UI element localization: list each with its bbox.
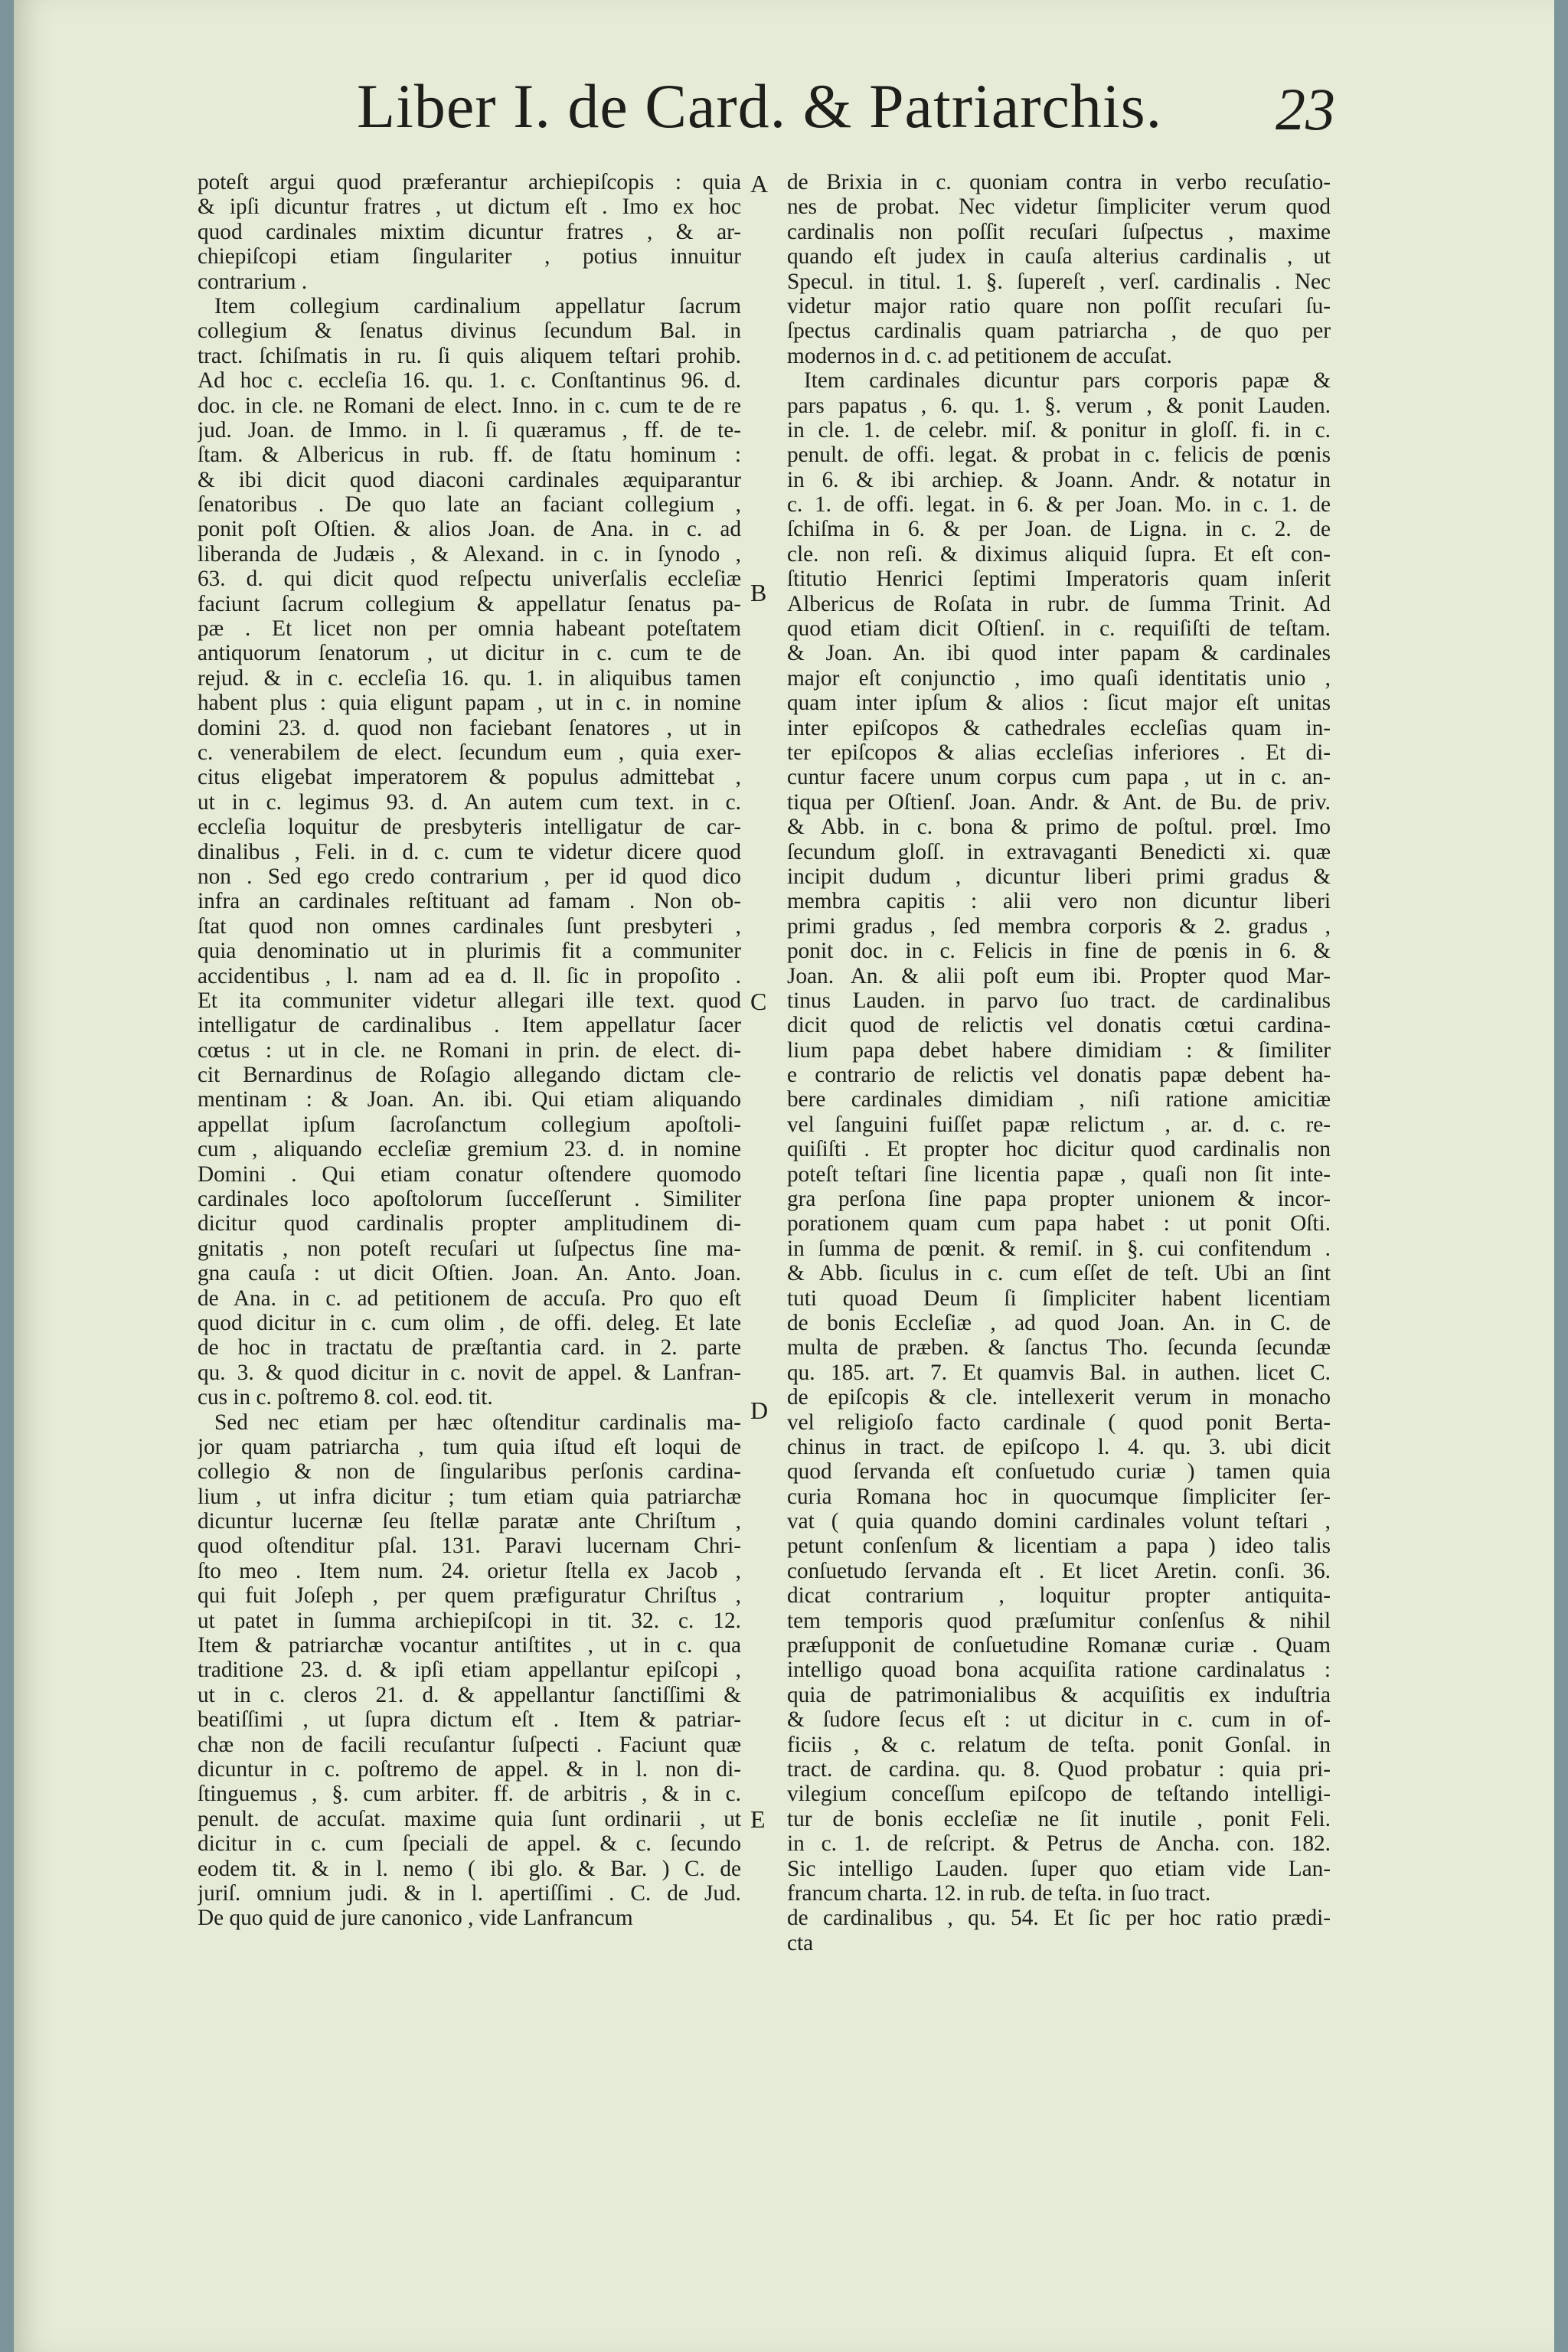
text-line: ſtam. & Albericus in rub. ff. de ſtatu hominum : bbox=[198, 443, 741, 468]
text-line: quod cardinales mixtim dicuntur fratres , & ar- bbox=[198, 219, 741, 244]
text-line: vilegium conceſſum epiſcopo de teſtando intelligi- bbox=[787, 1782, 1331, 1807]
text-line: e contrario de relictis vel donatis papæ debent ha- bbox=[787, 1063, 1331, 1088]
text-line: in 6. & ibi archiep. & Joann. Andr. & notatur in bbox=[787, 467, 1331, 492]
text-line: ſecundum gloſſ. in extravaganti Benedicti xi. quæ bbox=[787, 839, 1331, 864]
text-line: ſchiſma in 6. & per Joan. de Ligna. in c. 2. de bbox=[787, 517, 1331, 542]
text-line: quod etiam dicit Oſtienſ. in c. requiſiſti de teſtam. bbox=[787, 616, 1331, 642]
text-line: cardinalis non poſſit recuſari ſuſpectus , maxime bbox=[787, 219, 1331, 244]
text-line: chiepiſcopi etiam ſingulariter , potius innuitur bbox=[198, 244, 741, 270]
text-line: de Brixia in c. quoniam contra in verbo recuſatio- bbox=[787, 170, 1331, 194]
text-line: tiqua per Oſtienſ. Joan. Andr. & Ant. de Bu. de priv. bbox=[787, 789, 1331, 815]
text-line: domini 23. d. quod non faciebant ſenatores , ut in bbox=[198, 715, 741, 740]
text-line: vel ſanguini fuiſſet papæ relictum , ar. d. c. re- bbox=[787, 1112, 1331, 1137]
text-line: c. 1. de offi. legat. in 6. & per Joan. Mo. in c. 1. de bbox=[787, 492, 1331, 518]
text-line: rejud. & in c. eccleſia 16. qu. 1. in aliquibus tamen bbox=[198, 665, 741, 691]
text-line: ut in c. legimus 93. d. An autem cum text. in c. bbox=[198, 789, 741, 815]
text-line: cta bbox=[787, 1930, 814, 1955]
text-line: jud. Joan. de Immo. in l. ſi quæramus , ff. de te- bbox=[198, 417, 741, 443]
text-line: de Ana. in c. ad petitionem de accuſa. Pro quo eſt bbox=[198, 1285, 741, 1311]
left-column bbox=[198, 170, 741, 1931]
text-line: Item & patriarchæ vocantur antiſtites , ut in c. qua bbox=[198, 1633, 741, 1658]
text-line: poteſt teſtari ſine licentia papæ , quaſi non ſit inte- bbox=[787, 1161, 1331, 1187]
text-line: Specul. in titul. 1. §. ſupereſt , verſ. cardinalis . Nec bbox=[787, 269, 1331, 294]
text-line: cum , aliquando eccleſiæ gremium 23. d. in nomine bbox=[198, 1137, 741, 1162]
text-line: ſtitutio Henrici ſeptimi Imperatoris quam inſerit bbox=[787, 567, 1331, 592]
text-line: dicuntur lucernæ ſeu ſtellæ paratæ ante Chriſtum , bbox=[198, 1509, 741, 1534]
text-line: collegium & ſenatus divinus ſecundum Bal. in bbox=[198, 318, 741, 344]
text-line: in c. 1. de reſcript. & Petrus de Ancha. con. 182. bbox=[787, 1831, 1331, 1857]
text-line: de cardinalibus , qu. 54. Et ſic per hoc ratio prædi- bbox=[787, 1906, 1331, 1931]
text-line: chæ non de facili recuſantur ſuſpecti . Faciunt quæ bbox=[198, 1732, 741, 1757]
text-line: ter epiſcopos & alias eccleſias inferiores . Et di- bbox=[787, 740, 1331, 765]
text-line: porationem quam cum papa habet : ut ponit Oſti. bbox=[787, 1211, 1331, 1236]
text-line: ſpectus cardinalis quam patriarcha , de quo per bbox=[787, 318, 1331, 344]
text-line: ſtat quod non omnes cardinales ſunt presbyteri , bbox=[198, 913, 741, 939]
text-line: cus in c. poſtremo 8. col. eod. tit. bbox=[198, 1385, 493, 1410]
text-line: Item collegium cardinalium appellatur ſacrum bbox=[214, 293, 741, 318]
text-line: quod ſervanda eſt conſuetudo curiæ ) tamen quia bbox=[787, 1459, 1331, 1485]
text-line: Albericus de Roſata in rubr. de ſumma Trinit. Ad bbox=[787, 591, 1331, 616]
text-line: pæ . Et licet non per omnia habeant poteſtatem bbox=[198, 616, 741, 642]
text-line: appellat ipſum ſacroſanctum collegium apoſtoli- bbox=[198, 1112, 741, 1137]
text-line: & ibi dicit quod diaconi cardinales æquiparantur bbox=[198, 467, 741, 492]
text-line: quando eſt judex in cauſa alterius cardinalis , ut bbox=[787, 244, 1331, 270]
text-line: tinus Lauden. in parvo ſuo tract. de cardinalibus bbox=[787, 988, 1331, 1013]
text-line: cœtus : ut in cle. ne Romani in prin. de elect. di- bbox=[198, 1037, 741, 1063]
text-line: gnitatis , non poteſt recuſari ut ſuſpectus ſine ma- bbox=[198, 1236, 741, 1261]
text-line: dicitur quod cardinalis propter amplitudinem di- bbox=[198, 1211, 741, 1236]
text-line: dicat contrarium , loquitur propter antiquita- bbox=[787, 1583, 1331, 1609]
margin-marker-b: B bbox=[750, 579, 767, 606]
right-column bbox=[787, 170, 1331, 1955]
text-line: intelligatur de cardinalibus . Item appellatur ſacer bbox=[198, 1013, 741, 1038]
text-line: tur de bonis eccleſiæ ne ſit inutile , ponit Feli. bbox=[787, 1806, 1331, 1831]
text-line: faciunt ſacrum collegium & appellatur ſenatus pa- bbox=[198, 591, 741, 616]
text-line: & Abb. in c. bona & primo de poſtul. prœl. Imo bbox=[787, 815, 1331, 840]
text-line: Domini . Qui etiam conatur oſtendere quomodo bbox=[198, 1161, 741, 1187]
text-line: ut patet in ſumma archiepiſcopi in tit. 32. c. 12. bbox=[198, 1608, 741, 1633]
text-line: quia denominatio ut in plurimis fit a communiter bbox=[198, 939, 741, 964]
text-line: petunt conſenſum & licentiam a papa ) ideo talis bbox=[787, 1534, 1331, 1559]
text-line: quia de patrimonialibus & acquiſitis ex induſtria bbox=[787, 1682, 1331, 1707]
text-line: conſuetudo ſervanda eſt . Et licet Aretin. conſi. 36. bbox=[787, 1558, 1331, 1583]
text-line: bere cardinales dimidiam , niſi ratione amicitiæ bbox=[787, 1087, 1331, 1112]
running-head bbox=[14, 70, 1554, 155]
text-line: antiquorum ſenatorum , ut dicitur in c. cum te de bbox=[198, 641, 741, 666]
text-line: lium , ut infra dicitur ; tum etiam quia patriarchæ bbox=[198, 1484, 741, 1509]
text-line: cuntur facere unum corpus cum papa , ut in c. an- bbox=[787, 765, 1331, 790]
text-line: c. venerabilem de elect. ſecundum eum , quia exer- bbox=[198, 740, 741, 765]
text-line: Ad hoc c. eccleſia 16. qu. 1. c. Conſtantinus 96. d. bbox=[198, 368, 741, 394]
text-line: accidentibus , l. nam ad ea d. ll. ſic in propoſito . bbox=[198, 963, 741, 988]
text-line: penult. de accuſat. maxime quia ſunt ordinarii , ut bbox=[198, 1806, 741, 1831]
text-line: ut in c. cleros 21. d. & appellantur ſanctiſſimi & bbox=[198, 1682, 741, 1707]
text-line: quam inter ipſum & alios : ſicut major eſt unitas bbox=[787, 691, 1331, 716]
text-line: & Joan. An. ibi quod inter papam & cardinales bbox=[787, 641, 1331, 666]
text-line: præſupponit de conſuetudine Romanæ curiæ . Quam bbox=[787, 1633, 1331, 1658]
text-line: jor quam patriarcha , tum quia iſtud eſt loqui de bbox=[198, 1434, 741, 1459]
text-line: contrarium . bbox=[198, 269, 308, 294]
text-line: curia Romana hoc in quocumque ſimpliciter ſer- bbox=[787, 1484, 1331, 1509]
text-line: cle. non reſi. & diximus aliquid ſupra. Et eſt con- bbox=[787, 541, 1331, 567]
text-line: modernos in d. c. ad petitionem de accuſat. bbox=[787, 343, 1172, 368]
text-line: ponit doc. in c. Felicis in fine de pœnis in 6. & bbox=[787, 939, 1331, 964]
text-line: cardinales loco apoſtolorum ſucceſſerunt . Similiter bbox=[198, 1187, 741, 1212]
text-line: gna cauſa : ut dicit Oſtien. Joan. An. Anto. Joan. bbox=[198, 1261, 741, 1286]
text-line: juriſ. omnium judi. & in l. apertiſſimi . C. de Jud. bbox=[198, 1880, 741, 1906]
text-line: non . Sed ego credo contrarium , per id quod dico bbox=[198, 864, 741, 889]
text-line: penult. de offi. legat. & probat in c. felicis de pœnis bbox=[787, 443, 1331, 468]
text-line: membra capitis : alii vero non dicuntur liberi bbox=[787, 889, 1331, 914]
page-title: Liber I. de Card. & Patriarchis. bbox=[357, 71, 1163, 141]
text-line: Sic intelligo Lauden. ſuper quo etiam vide Lan- bbox=[787, 1856, 1331, 1881]
text-line: tract. de cardina. qu. 8. Quod probatur : quia pri- bbox=[787, 1757, 1331, 1782]
text-line: dinalibus , Feli. in d. c. cum te videtur dicere quod bbox=[198, 839, 741, 864]
page-number: 23 bbox=[1276, 76, 1335, 142]
text-line: incipit dudum , dicuntur liberi primi gradus & bbox=[787, 864, 1331, 889]
text-line: habent plus : quia eligunt papam , ut in c. in nomine bbox=[198, 691, 741, 716]
text-line: collegio & non de ſingularibus perſonis cardina- bbox=[198, 1459, 741, 1485]
text-line: & ſudore ſecus eſt : ut dicitur in c. cum in of- bbox=[787, 1707, 1331, 1733]
text-line: intelligo quoad bona acquiſita ratione cardinalatus : bbox=[787, 1658, 1331, 1683]
text-line: Item cardinales dicuntur pars corporis papæ & bbox=[804, 368, 1331, 394]
margin-marker-d: D bbox=[750, 1396, 769, 1424]
text-line: quod oſtenditur pſal. 131. Paravi lucernam Chri- bbox=[198, 1534, 741, 1559]
text-line: vel religioſo facto cardinale ( quod ponit Berta- bbox=[787, 1410, 1331, 1435]
text-line: qui fuit Joſeph , per quem præfiguratur Chriſtus , bbox=[198, 1583, 741, 1609]
text-line: Sed nec etiam per hæc oſtenditur cardinalis ma- bbox=[214, 1410, 741, 1435]
text-line: in ſumma de pœnit. & remiſ. in §. cui confitendum . bbox=[787, 1236, 1331, 1261]
text-line: Et ita communiter videtur allegari ille text. quod bbox=[198, 988, 741, 1013]
text-line: pars papatus , 6. qu. 1. §. verum , & ponit Lauden. bbox=[787, 393, 1331, 418]
text-line: traditione 23. d. & ipſi etiam appellantur epiſcopi , bbox=[198, 1658, 741, 1683]
text-line: qu. 3. & quod dicitur in c. novit de appel. & Lanfran- bbox=[198, 1360, 741, 1385]
margin-marker-c: C bbox=[750, 988, 767, 1015]
text-line: doc. in cle. ne Romani de elect. Inno. in c. cum te de re bbox=[198, 393, 741, 418]
text-line: multa de præben. & ſanctus Tho. ſecunda ſecundæ bbox=[787, 1335, 1331, 1361]
text-line: chinus in tract. de epiſcopo l. 4. qu. 3. ubi dicit bbox=[787, 1434, 1331, 1459]
text-line: ficiis , & c. relatum de teſta. ponit Gonſal. in bbox=[787, 1732, 1331, 1757]
text-line: lium papa debet habere dimidiam : & ſimiliter bbox=[787, 1037, 1331, 1063]
text-line: ſto meo . Item num. 24. orietur ſtella ex Jacob , bbox=[198, 1558, 741, 1583]
text-line: quod dicitur in c. cum olim , de offi. deleg. Et late bbox=[198, 1310, 741, 1335]
text-line: ſenatoribus . De quo late an faciant collegium , bbox=[198, 492, 741, 518]
text-line: 63. d. qui dicit quod reſpectu univerſalis eccleſiæ bbox=[198, 567, 741, 592]
text-line: liberanda de Judæis , & Alexand. in c. in ſynodo , bbox=[198, 541, 741, 567]
text-line: de epiſcopis & cle. intellexerit verum in monacho bbox=[787, 1385, 1331, 1410]
text-line: eodem tit. & in l. nemo ( ibi glo. & Bar. ) C. de bbox=[198, 1856, 741, 1881]
text-line: quiſiſti . Et propter hoc dicitur quod cardinalis non bbox=[787, 1137, 1331, 1162]
margin-marker-a: A bbox=[750, 170, 769, 198]
text-line: mentinam : & Joan. An. ibi. Qui etiam aliquando bbox=[198, 1087, 741, 1112]
text-line: gra perſona ſine papa propter unionem & incor- bbox=[787, 1187, 1331, 1212]
text-line: primi gradus , ſed membra corporis & 2. gradus , bbox=[787, 913, 1331, 939]
book-page bbox=[14, 0, 1554, 2352]
text-line: tract. ſchiſmatis in ru. ſi quis aliquem teſtari prohib. bbox=[198, 343, 741, 368]
text-line: de hoc in tractatu de præſtantia card. in 2. parte bbox=[198, 1335, 741, 1361]
text-line: videtur major ratio quare non poſſit recuſari ſu- bbox=[787, 293, 1331, 318]
text-line: de bonis Eccleſiæ , ad quod Joan. An. in C. de bbox=[787, 1310, 1331, 1335]
text-line: Joan. An. & alii poſt eum ibi. Propter quod Mar- bbox=[787, 963, 1331, 988]
text-line: in cle. 1. de celebr. miſ. & ponitur in gloſſ. fi. in c. bbox=[787, 417, 1331, 443]
text-line: dicit quod de relictis vel donatis cœtui cardina- bbox=[787, 1013, 1331, 1038]
text-line: & Abb. ſiculus in c. cum eſſet de teſt. Ubi an ſint bbox=[787, 1261, 1331, 1286]
text-line: major eſt conjunctio , imo quaſi identitatis unio , bbox=[787, 665, 1331, 691]
text-line: cit Bernardinus de Roſagio allegando dictam cle- bbox=[198, 1063, 741, 1088]
margin-marker-e: E bbox=[750, 1805, 766, 1833]
text-line: dicitur in c. cum ſpeciali de appel. & c. ſecundo bbox=[198, 1831, 741, 1857]
text-line: ponit poſt Oſtien. & alios Joan. de Ana. in c. ad bbox=[198, 517, 741, 542]
text-line: poteſt argui quod præferantur archiepiſcopis : quia bbox=[198, 170, 741, 194]
text-line: francum charta. 12. in rub. de teſta. in ſuo tract. bbox=[787, 1880, 1211, 1906]
text-line: De quo quid de jure canonico , vide Lanfrancum bbox=[198, 1906, 633, 1931]
text-line: dicuntur in c. poſtremo de appel. & in l. non di- bbox=[198, 1757, 741, 1782]
text-line: beatiſſimi , ut ſupra dictum eſt . Item & patriar- bbox=[198, 1707, 741, 1733]
text-line: & ipſi dicuntur fratres , ut dictum eſt . Imo ex hoc bbox=[198, 194, 741, 220]
text-line: inter epiſcopos & cathedrales eccleſias quam in- bbox=[787, 715, 1331, 740]
text-line: citus eligebat imperatorem & populus admittebat , bbox=[198, 765, 741, 790]
text-line: nes de probat. Nec videtur ſimpliciter verum quod bbox=[787, 194, 1331, 220]
text-line: eccleſia loquitur de presbyteris intelligatur de car- bbox=[198, 815, 741, 840]
text-line: ſtinguemus , §. cum arbiter. ff. de arbitris , & in c. bbox=[198, 1782, 741, 1807]
text-line: vat ( quia quando domini cardinales volunt teſtari , bbox=[787, 1509, 1331, 1534]
text-line: tem temporis quod præſumitur conſenſus & nihil bbox=[787, 1608, 1331, 1633]
text-line: infra an cardinales reſtituant ad famam . Non ob- bbox=[198, 889, 741, 914]
text-line: qu. 185. art. 7. Et quamvis Bal. in authen. licet C. bbox=[787, 1360, 1331, 1385]
text-line: tuti quoad Deum ſi ſimpliciter habent licentiam bbox=[787, 1285, 1331, 1311]
